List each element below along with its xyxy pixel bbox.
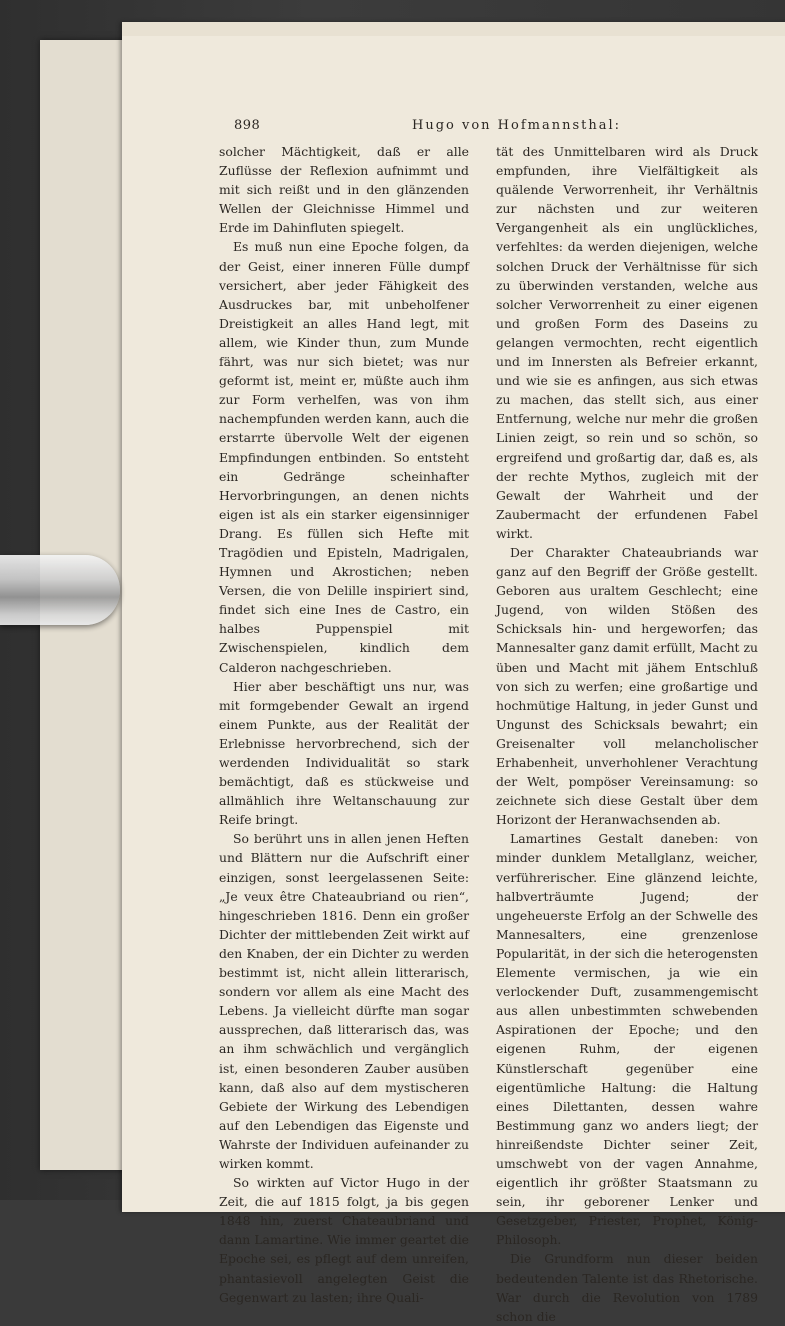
paragraph: Es muß nun eine Epoche folgen, da der Geist, einer inneren Fülle dumpf versichert, aber jeder Fähigkeit des Ausdruckes bar, mit unbeholfener Dreistigkeit an alles Hand legt, mit allem, wie Kinder thun, zum Munde fährt, was nur sich bietet; was nur geformt ist, meint er, müßte auch ihm zur Form verhelfen, was von ihm nachempfunden werden kann, auch die erstarrte übervolle Welt der eigenen Empfindungen entbinden. So entsteht ein Gedränge scheinhafter Hervorbringungen, an denen nichts eigen ist als ein starker eigensinniger Drang. Es füllen sich Hefte mit Tragödien und Episteln, Madrigalen, Hymnen und Akrostichen; neben Versen, die von Delille inspiriert sind, findet sich eine Ines de Castro, ein halbes Puppenspiel mit Zwischenspielen, kindlich dem Calderon nachgeschrieben. bbox=[219, 239, 469, 675]
paragraph: Die Grundform nun dieser beiden bedeutenden Talente ist das Rhetorische. War durch die Revolution von 1789 schon die bbox=[496, 1251, 758, 1324]
paragraph: Hier aber beschäftigt uns nur, was mit formgebender Gewalt an irgend einem Punkte, aus der Realität der Erlebnisse hervorbrechend, sich der werdenden Individualität so stark bemächtigt, daß es stückweise und allmählich ihre Weltanschauung zur Reife bringt. bbox=[219, 678, 469, 828]
paragraph: So berührt uns in allen jenen Heften und Blättern nur die Aufschrift einer einzigen, sonst leergelassenen Seite: „Je veux être Chateaubriand ou rien“, hingeschrieben 1816. Denn ein großer Dichter der mittlebenden Zeit wirkt auf den Knaben, der ein Dichter zu werden bestimmt ist, nicht allein litterarisch, sondern vor allem als eine Macht des Lebens. Ja vielleicht dürfte man sogar aussprechen, daß litterarisch das, was an ihm schwächlich und vergänglich ist, einen besonderen Zauber ausüben kann, daß also auf dem mystischeren Gebiete der Wirkung des Lebendigen auf den Lebendigen das Eigenste und Wahrste der Individuen aufeinander zu wirken kommt. bbox=[219, 831, 469, 1171]
paragraph: So wirkten auf Victor Hugo in der Zeit, die auf 1815 folgt, ja bis gegen 1848 hin, zuerst Chateaubriand und dann Lamartine. Wie immer geartet die Epoche sei, es pflegt auf dem unreifen, phantasievoll angelegten Geist die Gegenwart zu lasten; ihre Quali- bbox=[219, 1175, 469, 1305]
paragraph: Lamartines Gestalt daneben: von minder dunklem Metallglanz, weicher, verführerischer. Eine glänzend leichte, halbverträumte Jugend; der ungeheuerste Erfolg an der Schwelle des Mannesalters, eine grenzenlose Popularität, in der sich die heterogensten Elemente vermischen, ja wie ein verlockender Duft, zusammengemischt aus allen unbestimmten schwebenden Aspirationen der Epoche; und den eigenen Ruhm, der eigenen Künstlerschaft gegenüber eine eigentümliche Haltung: die Haltung eines Dilettanten, dessen wahre Bestimmung ganz wo anders liegt; der hinreißendste Dichter seiner Zeit, umschwebt von der vagen Annahme, eigentlich ihr größter Staatsmann zu sein, ihr geborener Lenker und Gesetzgeber, Priester, Prophet, König-Philosoph. bbox=[496, 831, 758, 1248]
running-head: Hugo von Hofmannsthal: bbox=[412, 118, 622, 133]
paragraph: solcher Mächtigkeit, daß er alle Zuflüsse der Reflexion aufnimmt und mit sich reißt und in den glänzenden Wellen der Gleichnisse Himmel und Erde im Dahinfluten spiegelt. bbox=[219, 144, 469, 236]
left-text-column bbox=[219, 142, 469, 1307]
page-top-edge bbox=[122, 22, 785, 36]
right-text-column bbox=[496, 142, 758, 1326]
paragraph: Der Charakter Chateaubriands war ganz auf den Begriff der Größe gestellt. Geboren aus uraltem Geschlecht; eine Jugend, von wilden Stößen des Schicksals hin- und hergeworfen; das Mannesalter ganz damit erfüllt, Macht zu üben und Macht mit jähem Entschluß von sich zu werfen; eine großartige und hochmütige Haltung, in jeder Gunst und Ungunst des Schicksals bewahrt; ein Greisenalter voll melancholischer Erhabenheit, unverhohlener Verachtung der Welt, pompöser Vereinsamung: so zeichnete sich diese Gestalt über dem Horizont der Heranwachsenden ab. bbox=[496, 544, 758, 828]
paragraph: tät des Unmittelbaren wird als Druck empfunden, ihre Vielfältigkeit als quälende Verworrenheit, ihr Verhältnis zur nächsten und zur weiteren Vergangenheit als ein unglückliches, verfehltes: da werden diejenigen, welche solchen Druck der Verhältnisse für sich zu überwinden verstanden, welche aus solcher Verworrenheit zu einer eigenen und großen Form des Daseins zu gelangen vermochten, recht eigentlich und im Innersten als Befreier erkannt, und wie sie es anfingen, aus sich etwas zu machen, das stellt sich, aus einer Entfernung, welche nur mehr die großen Linien zeigt, so rein und so schön, so ergreifend und großartig dar, daß es, als der rechte Mythos, zugleich mit der Gewalt der Wahrheit und der Zaubermacht der erfundenen Fabel wirkt. bbox=[496, 144, 758, 541]
page-clip-holder bbox=[0, 555, 120, 625]
page-number: 898 bbox=[234, 118, 261, 133]
